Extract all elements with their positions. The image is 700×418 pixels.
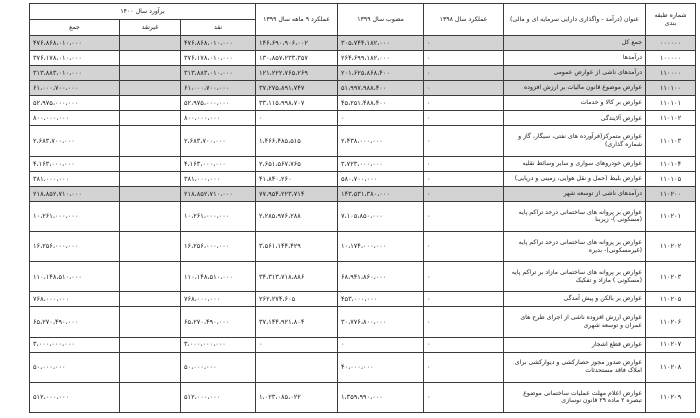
row-noncash [120, 156, 181, 171]
row-total: ۶۱،۰۰۰،۷۰۰،۰۰۰ [30, 81, 120, 96]
row-actual-1398: ۰ [424, 126, 504, 156]
row-approved-1399: ۴۵۳،۰۰۰،۰۰۰ [338, 292, 424, 307]
row-code: ۱۱۰۲۰۰ [646, 186, 696, 201]
row-code: ۱۱۰۱۰۳ [646, 126, 696, 156]
row-noncash [120, 292, 181, 307]
row-actual-1398: ۰ [424, 307, 504, 337]
row-nine-month-1399: ۱۳۰،۸۵۷،۲۳۳،۳۵۷ [256, 51, 338, 66]
row-nine-month-1399: ۱۴۶،۶۹۰،۹۰۶،۰۰۲ [256, 36, 338, 51]
row-cash: ۵۰،۰۰۰،۰۰۰ [181, 352, 256, 382]
table-row [30, 171, 696, 186]
table-row [30, 81, 696, 96]
row-noncash [120, 81, 181, 96]
row-title: درآمدهای ناشی از توسعه شهر [504, 186, 646, 201]
row-nine-month-1399: ۰ [256, 111, 338, 126]
row-title: عوارض بر پروانه های ساختمانی درحد تراکم پایه (مسکونی )- زیربنا [504, 201, 646, 231]
header-title: عنوان (درآمد - واگذاری دارایی سرمایه ای و مالی) [504, 4, 646, 36]
row-nine-month-1399: ۳۷،۲۷۵،۸۹۱،۷۴۷ [256, 81, 338, 96]
table-row [30, 307, 696, 337]
table-body [30, 36, 696, 413]
header-actual-1398: عملکرد سال ۱۳۹۸ [424, 4, 504, 36]
row-total: ۵۱۲،۰۰۰،۰۰۰ [30, 382, 120, 412]
row-cash: ۶۱،۰۰۰،۷۰۰،۰۰۰ [181, 81, 256, 96]
row-total: ۶۵،۲۷۰،۴۹۰،۰۰۰ [30, 307, 120, 337]
row-actual-1398: ۰ [424, 96, 504, 111]
row-total: ۲،۶۸۳،۷۰۰،۰۰۰ [30, 126, 120, 156]
row-noncash [120, 111, 181, 126]
row-approved-1399: ۱۴۳،۵۳۱،۳۸۰،۰۰۰ [338, 186, 424, 201]
table-row [30, 66, 696, 81]
row-cash: ۳،۰۰۰،۰۰۰،۰۰۰ [181, 337, 256, 352]
row-title: عوارض بر پروانه های ساختمانی مازاد بر تراکم پایه (مسکونی ) مازاد و تفکیک [504, 262, 646, 292]
row-cash: ۵۲،۹۷۵،۰۰۰،۰۰۰ [181, 96, 256, 111]
table-row [30, 51, 696, 66]
row-approved-1399: ۵۸۰،۷۰۰،۰۰۰ [338, 171, 424, 186]
row-nine-month-1399: ۲،۲۸۵،۹۷۶،۲۸۸ [256, 201, 338, 231]
row-cash: ۱۱۰،۱۴۸،۵۱۰،۰۰۰ [181, 262, 256, 292]
row-total: ۷۶۸،۰۰۰،۰۰۰ [30, 292, 120, 307]
row-nine-month-1399 [256, 352, 338, 382]
row-cash: ۴۷۶،۸۶۸،۰۱۰،۰۰۰ [181, 36, 256, 51]
header-total: جمع [30, 20, 120, 36]
row-title: عوارض صدور مجوز حصارکشی و دیوارکشی برای املاک فاقد مستحدثات [504, 352, 646, 382]
row-approved-1399: ۱۰،۱۷۴،۰۰۰،۰۰۰ [338, 232, 424, 262]
row-code: ۱۱۰۱۰۱ [646, 96, 696, 111]
row-code: ۱۱۰۲۰۹ [646, 382, 696, 412]
row-approved-1399: ۳۰،۷۷۶،۸۰۰،۰۰۰ [338, 307, 424, 337]
header-noncash: غیرنقد [120, 20, 181, 36]
row-code: ۱۱۰۰۰۰ [646, 66, 696, 81]
row-cash: ۸۰۰،۰۰۰،۰۰۰ [181, 111, 256, 126]
row-cash: ۳۱۳،۸۸۳،۰۱۰،۰۰۰ [181, 66, 256, 81]
row-approved-1399: ۳۰۵،۷۴۴،۱۸۲،۰۰۰ [338, 36, 424, 51]
row-total: ۳،۰۰۰،۰۰۰،۰۰۰ [30, 337, 120, 352]
row-nine-month-1399: ۳۷،۱۴۴،۹۲۱،۸۰۴ [256, 307, 338, 337]
row-approved-1399: ۵۱،۹۹۷،۹۸۸،۴۰۰ [338, 81, 424, 96]
table-row [30, 337, 696, 352]
table-row [30, 382, 696, 412]
row-code: ۱۱۰۱۰۵ [646, 171, 696, 186]
table-row [30, 186, 696, 201]
row-approved-1399: ۲،۴۳۸،۰۰۰،۰۰۰ [338, 126, 424, 156]
row-noncash [120, 262, 181, 292]
row-title: عوارض ارزش افزوده ناشی از اجرای طرح های عمران و توسعه شهری [504, 307, 646, 337]
table-row [30, 156, 696, 171]
row-nine-month-1399: ۳،۵۶۱،۱۴۴،۴۲۹ [256, 232, 338, 262]
row-code: ۱۱۰۱۰۲ [646, 111, 696, 126]
header-code: شماره طبقه بندی [646, 4, 696, 36]
row-title: جمع کل [504, 36, 646, 51]
row-cash: ۱۰،۲۶۱،۰۰۰،۰۰۰ [181, 201, 256, 231]
row-cash: ۵۱۲،۰۰۰،۰۰۰ [181, 382, 256, 412]
row-actual-1398: ۰ [424, 352, 504, 382]
header-approved-1399: مصوب سال ۱۳۹۹ [338, 4, 424, 36]
row-code: ۱۱۰۲۰۲ [646, 232, 696, 262]
row-noncash [120, 66, 181, 81]
header-estimate-1400: برآورد سال ۱۴۰۰ [30, 4, 256, 20]
row-cash: ۲۱۸،۸۵۲،۷۱۰،۰۰۰ [181, 186, 256, 201]
row-approved-1399: ۴۵،۲۵۱،۴۸۸،۴۰۰ [338, 96, 424, 111]
row-code: ۱۱۰۲۰۸ [646, 352, 696, 382]
table-row [30, 352, 696, 382]
row-approved-1399: ۶۸،۹۴۱،۸۶۰،۰۰۰ [338, 262, 424, 292]
row-actual-1398: ۰ [424, 171, 504, 186]
row-code: ۰۰۰۰۰۰ [646, 36, 696, 51]
row-noncash [120, 337, 181, 352]
row-nine-month-1399: ۳۳،۱۱۵،۹۹۸،۷۰۷ [256, 96, 338, 111]
row-cash: ۷۶۸،۰۰۰،۰۰۰ [181, 292, 256, 307]
row-noncash [120, 201, 181, 231]
table-row [30, 292, 696, 307]
row-noncash [120, 96, 181, 111]
row-nine-month-1399: ۲۶۲،۲۷۴،۶۰۵ [256, 292, 338, 307]
row-nine-month-1399: ۷۷،۹۵۴،۲۲۳،۷۱۴ [256, 186, 338, 201]
row-total: ۲۱۸،۸۵۲،۷۱۰،۰۰۰ [30, 186, 120, 201]
row-code: ۱۱۰۱۰۰ [646, 81, 696, 96]
table-row [30, 126, 696, 156]
row-code: ۱۱۰۲۰۵ [646, 292, 696, 307]
row-total: ۱۰،۲۶۱،۰۰۰،۰۰۰ [30, 201, 120, 231]
row-nine-month-1399: ۱۲۱،۲۲۲،۷۶۵،۲۶۹ [256, 66, 338, 81]
row-title: عوارض بر کالا و خدمات [504, 96, 646, 111]
row-actual-1398: ۰ [424, 81, 504, 96]
row-noncash [120, 171, 181, 186]
table-header [30, 4, 696, 36]
row-approved-1399: ۰ [338, 337, 424, 352]
row-nine-month-1399: ۳۴،۳۱۳،۷۱۸،۸۸۶ [256, 262, 338, 292]
row-noncash [120, 232, 181, 262]
row-title: عوارض بلیط (حمل و نقل هوایی، زمینی و دریایی) [504, 171, 646, 186]
row-actual-1398: ۰ [424, 232, 504, 262]
row-approved-1399: ۷،۱۰۵،۸۵۰،۰۰۰ [338, 201, 424, 231]
row-total: ۱۱۰،۱۴۸،۵۱۰،۰۰۰ [30, 262, 120, 292]
row-title: عوارض اعلام مهلت عملیات ساختمانی موضوع تبصره ۲ ماده ۲۹ قانون نوسازی [504, 382, 646, 412]
row-approved-1399: ۰ [338, 111, 424, 126]
table-row [30, 201, 696, 231]
row-actual-1398: ۰ [424, 186, 504, 201]
row-title: عوارض بر بالکن و پیش آمدگی [504, 292, 646, 307]
row-cash: ۶۵،۲۷۰،۴۹۰،۰۰۰ [181, 307, 256, 337]
row-actual-1398: ۰ [424, 156, 504, 171]
row-noncash [120, 186, 181, 201]
table-row [30, 36, 696, 51]
row-title: عوارض متمرکز(فرآورده های نفتی، سیگار، گاز و شماره گذاری) [504, 126, 646, 156]
row-total: ۳۱۳،۸۸۳،۰۱۰،۰۰۰ [30, 66, 120, 81]
row-actual-1398: ۰ [424, 111, 504, 126]
row-actual-1398: ۰ [424, 337, 504, 352]
row-noncash [120, 36, 181, 51]
row-nine-month-1399: ۴۱،۸۴۰،۲۶۰ [256, 171, 338, 186]
row-actual-1398: ۰ [424, 51, 504, 66]
row-nine-month-1399: ۱،۰۲۳،۰۸۵،۰۲۲ [256, 382, 338, 412]
row-title: عوارض آلایندگی [504, 111, 646, 126]
row-noncash [120, 126, 181, 156]
row-total: ۳۸۱،۰۰۰،۰۰۰ [30, 171, 120, 186]
row-approved-1399: ۱،۳۵۹،۹۹۰،۰۰۰ [338, 382, 424, 412]
row-nine-month-1399: ۲،۶۵۱،۵۶۷،۷۶۵ [256, 156, 338, 171]
row-actual-1398: ۰ [424, 382, 504, 412]
header-cash: نقد [181, 20, 256, 36]
table-row [30, 232, 696, 262]
row-actual-1398: ۰ [424, 66, 504, 81]
row-title: عوارض قطع اشجار [504, 337, 646, 352]
row-cash: ۳۷۶،۱۷۸،۰۱۰،۰۰۰ [181, 51, 256, 66]
row-title: درآمدهای ناشی از عوارض عمومی [504, 66, 646, 81]
row-cash: ۴،۱۶۳،۰۰۰،۰۰۰ [181, 156, 256, 171]
row-code: ۱۰۰۰۰۰ [646, 51, 696, 66]
row-cash: ۳۸۱،۰۰۰،۰۰۰ [181, 171, 256, 186]
row-noncash [120, 382, 181, 412]
header-nine-month-1399: عملکرد ۹ ماهه سال ۱۳۹۹ [256, 4, 338, 36]
row-approved-1399: ۲۶۴،۶۹۹،۱۸۲،۰۰۰ [338, 51, 424, 66]
row-cash: ۲،۶۸۳،۷۰۰،۰۰۰ [181, 126, 256, 156]
row-total: ۴،۱۶۳،۰۰۰،۰۰۰ [30, 156, 120, 171]
row-title: درآمدها [504, 51, 646, 66]
table-row [30, 262, 696, 292]
row-nine-month-1399: ۰ [256, 337, 338, 352]
row-title: عوارض موضوع قانون مالیات بر ارزش افزوده [504, 81, 646, 96]
row-code: ۱۱۰۲۰۶ [646, 307, 696, 337]
row-noncash [120, 51, 181, 66]
row-total: ۵۲،۹۷۵،۰۰۰،۰۰۰ [30, 96, 120, 111]
row-total: ۳۷۶،۱۷۸،۰۱۰،۰۰۰ [30, 51, 120, 66]
row-nine-month-1399: ۱،۴۶۶،۴۸۵،۵۱۵ [256, 126, 338, 156]
row-approved-1399: ۴۰،۰۰۰،۰۰۰ [338, 352, 424, 382]
table-row [30, 111, 696, 126]
row-actual-1398: ۰ [424, 262, 504, 292]
row-noncash [120, 352, 181, 382]
row-approved-1399: ۲۰۱،۶۲۵،۸۶۸،۴۰۰ [338, 66, 424, 81]
row-code: ۱۱۰۲۰۳ [646, 262, 696, 292]
row-code: ۱۱۰۲۰۱ [646, 201, 696, 231]
row-total: ۱۶،۲۵۶،۰۰۰،۰۰۰ [30, 232, 120, 262]
budget-table [29, 3, 696, 413]
row-approved-1399: ۳،۷۲۳،۰۰۰،۰۰۰ [338, 156, 424, 171]
row-title: عوارض بر پروانه های ساختمانی درحد تراکم پایه (غیرمسکونی)- بدیره [504, 232, 646, 262]
row-actual-1398: ۰ [424, 292, 504, 307]
row-total: ۸۰۰،۰۰۰،۰۰۰ [30, 111, 120, 126]
table-row [30, 96, 696, 111]
row-noncash [120, 307, 181, 337]
row-code: ۱۱۰۲۰۷ [646, 337, 696, 352]
row-code: ۱۱۰۱۰۴ [646, 156, 696, 171]
row-cash: ۱۶،۲۵۶،۰۰۰،۰۰۰ [181, 232, 256, 262]
row-title: عوارض خودروهای سواری و سایر وسائط نقلیه [504, 156, 646, 171]
row-actual-1398: ۰ [424, 201, 504, 231]
row-total: ۴۷۶،۸۶۸،۰۱۰،۰۰۰ [30, 36, 120, 51]
row-total: ۵۰،۰۰۰،۰۰۰ [30, 352, 120, 382]
row-actual-1398: ۰ [424, 36, 504, 51]
